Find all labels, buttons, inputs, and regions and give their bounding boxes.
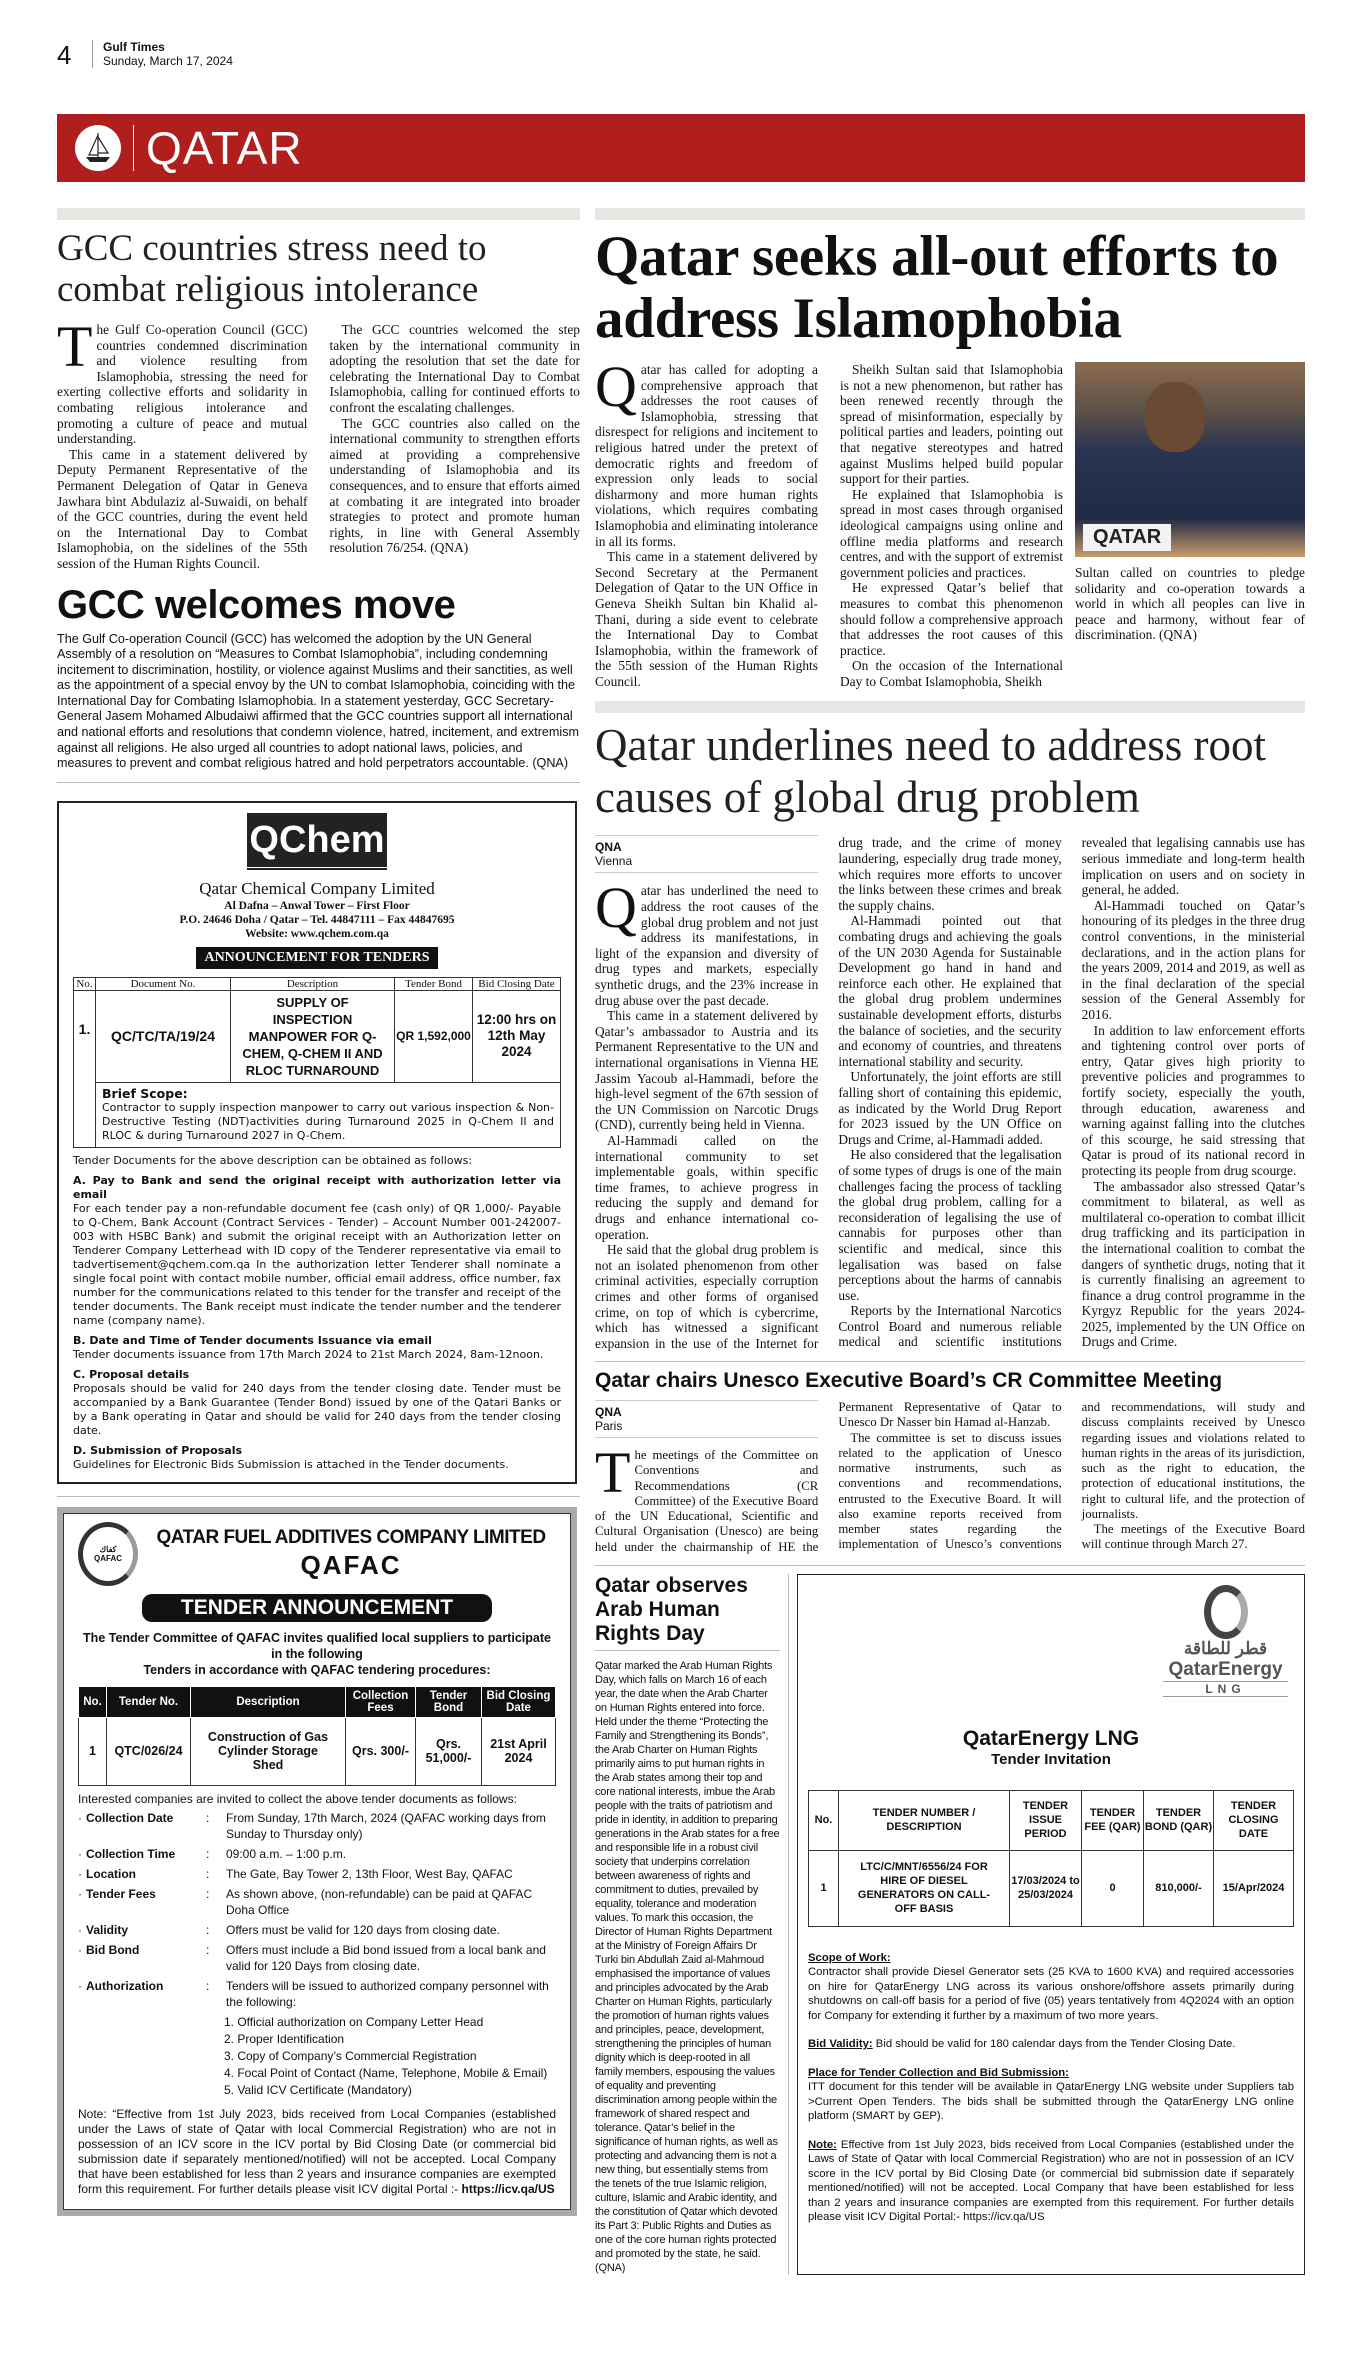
cell-desc: Construction of Gas Cylinder Storage Shed: [191, 1717, 346, 1785]
table-row: [79, 1717, 556, 1785]
table-row: [74, 990, 561, 1082]
logo-english: QatarEnergy: [1163, 1659, 1288, 1682]
right-column: [595, 208, 1305, 2275]
qchem-company: Qatar Chemical Company Limited: [199, 878, 435, 898]
col-header: Description: [191, 1686, 346, 1717]
logo-mark-icon: [1204, 1585, 1248, 1639]
col-header: No.: [74, 977, 96, 990]
info-label: Bid Bond: [86, 1942, 140, 1957]
islamophobia-row: [595, 354, 1305, 689]
scope-section: [808, 1951, 1294, 2024]
info-value: The Gate, Bay Tower 2, 13th Floor, West Bay, QAFAC: [226, 1866, 513, 1881]
section-title: D. Submission of Proposals: [73, 1443, 243, 1457]
qchem-tender-ad: [57, 801, 577, 1484]
info-colon: :: [206, 1978, 210, 1993]
logo-sub: LNG: [1163, 1682, 1288, 1697]
article-unesco: [595, 1400, 1305, 1554]
dateline: [595, 1400, 818, 1438]
section-text: Proposals should be valid for 240 days from the tender closing date. Tender must be accompanied by a Bank Guarantee (Tender Bond) issued by one of the Qatari Banks or by a Bank operating in Qatar and should be valid for 240 days from the tender closing date.: [73, 1381, 561, 1437]
section-text: Bid should be valid for 180 calendar days from the Tender Closing Date.: [875, 2038, 1236, 2051]
paper-meta: [92, 40, 233, 68]
section-band: [57, 114, 1305, 182]
qafac-tender-table: [78, 1686, 556, 1786]
qchem-tender-table: [73, 977, 561, 1148]
bullet: ·: [78, 1942, 82, 1957]
qafac-company: QATAR FUEL ADDITIVES COMPANY LIMITED: [156, 1526, 546, 1548]
website: Website: www.qchem.com.qa: [245, 927, 389, 940]
paragraph: Al-Hammadi pointed out that combating drugs and achieving the goals of the UN 2030 Agenda for Sustainable Development go hand in hand and reinforce each other. He explained that the global drug problem undermines sustainable development efforts, disturbs the balance of societies, and the security and economy of countries, and threatens international stability and security.: [838, 913, 1062, 1069]
info-row: [78, 1942, 556, 1974]
article-drugs-text: [595, 835, 1305, 1351]
article-islamophobia: [595, 354, 1063, 689]
qchem-logo: QChem: [247, 813, 387, 871]
intro-line: Tenders in accordance with QAFAC tendering procedures:: [143, 1662, 491, 1677]
paragraph: The GCC countries also called on the international community to strengthen efforts aimed at providing a comprehensive understanding of Islamophobia and its consequences, and to ensure that efforts aimed at combating it are integrated into broader strategies to protect and promote human rights, in line with General Assembly resolution 76/254. (QNA): [329, 415, 580, 556]
qchem-address: [73, 899, 561, 941]
bullet: ·: [78, 1810, 82, 1825]
col-header: TENDER NUMBER / DESCRIPTION: [839, 1790, 1010, 1850]
agency: QNA: [595, 840, 622, 855]
divider: [595, 1565, 1305, 1566]
photo-column: [1075, 362, 1305, 689]
cell-desc: SUPPLY OF INSPECTION MANPOWER FOR Q-CHEM, Q-CHEM II AND RLOC TURNAROUND: [231, 990, 395, 1082]
headline-gcc-stress: GCC countries stress need to combat religious intolerance: [57, 228, 487, 310]
info-row: [78, 1978, 556, 2010]
issue-date: Sunday, March 17, 2024: [103, 54, 233, 68]
col-header: Bid Closing Date: [473, 977, 561, 990]
paragraph: He explained that Islamophobia is spread in most cases through organised ideological campaigns using online and offline media platforms and research centres, and with the support of extremist government policies and practices.: [840, 486, 1063, 580]
place: Vienna: [595, 854, 633, 869]
qatarenergy-subtitle: Tender Invitation: [991, 1750, 1111, 1768]
info-colon: :: [206, 1846, 210, 1861]
info-colon: :: [206, 1866, 210, 1881]
article-drugs: [595, 835, 1305, 1351]
paragraph: The ambassador also stressed Qatar’s commitment to bilateral, as well as multilateral co-operation to combat illicit drug trafficking and its participation in the international coalition to combat the dangers of synthetic drugs, noting that it is currently finalising an agreement to finance a drug control programme in the Kyrgyz Republic for the years 2024-2025, implemented by the UN Office on Drugs and Crime.: [1081, 1178, 1305, 1350]
divider-bar: [595, 701, 1305, 713]
col-header: Tender Bond: [395, 977, 473, 990]
paragraph: Al-Hammadi touched on Qatar’s honouring of its pledges in the three drug control conventions, in the ministerial declarations, and in the action plans for the years 2009, 2014 and 2019, as well as in the final declaration of the special session of the General Assembly for 2016.: [1081, 897, 1305, 1022]
bullet: ·: [78, 1886, 82, 1901]
scope-cell: [96, 1082, 561, 1147]
cell-period: 17/03/2024 to 25/03/2024: [1010, 1850, 1082, 1926]
scope-text: Contractor to supply inspection manpower to carry out various inspection & Non-Destructive Testing (NDT)activities during Turnaround 2025 in Q-Chem II and RLOC & during Turnaround 2027 in Q-Chem.: [102, 1100, 554, 1142]
col-header: Tender No.: [107, 1686, 191, 1717]
paragraph: On the occasion of the International Day to Combat Islamophobia, Sheikh: [840, 658, 1063, 689]
qatarenergy-logo: [1163, 1585, 1288, 1697]
intro-line: The Tender Committee of QAFAC invites qualified local suppliers to participate in the following: [83, 1630, 551, 1661]
cell-fee: 0: [1082, 1850, 1144, 1926]
logo-text: QAFAC: [94, 1553, 122, 1563]
qatarenergy-tender-table: [808, 1790, 1294, 1927]
info-colon: :: [206, 1922, 210, 1937]
paragraph: Unfortunately, the joint efforts are still falling short of containing this epidemic, as indicated by the World Drug Report for 2023 issued by the UN Office on Drugs and Crime, al-Hammadi added.: [838, 1069, 1062, 1147]
paper-name: Gulf Times: [103, 40, 165, 54]
authorization-list: [224, 2014, 556, 2099]
paragraph: This came in a statement delivered by Second Secretary at the Permanent Delegation of Qatar to the UN Office in Geneva Sheikh Sultan bin Khalid al-Thani, during a side event to celebrate the International Day to Combat Islamophobia, within the framework of the 55th session of the Human Rights Council.: [595, 549, 818, 689]
section-d: [73, 1444, 561, 1472]
info-row: [78, 1922, 556, 1938]
qafac-intro: [78, 1630, 556, 1678]
qafac-logo: [78, 1522, 138, 1586]
col-header: Collection Fees: [346, 1686, 416, 1717]
qafac-tender-ad: [57, 1507, 577, 2216]
cell-closing: 21st April 2024: [482, 1717, 556, 1785]
cell-tender: QTC/026/24: [107, 1717, 191, 1785]
headline-drugs: Qatar underlines need to address root causes of global drug problem: [595, 720, 1267, 823]
photo-nameplate: QATAR: [1083, 524, 1171, 551]
paragraph: The committee is set to discuss issues related to the application of Unesco normative instruments, such as conventions and recommendations, entrusted to the Executive Board. It will also examine reports received from member states regarding the implementation of Unesco’s conventions and recommendations, will study and discuss complaints received by Unesco regarding issues and violations related to human rights in the areas of its jurisdiction, such as the right to education, the protection of educational institutions, the right to cultural life, and the protection of journalists.: [838, 1400, 1305, 1552]
paragraph: The Gulf Co-operation Council (GCC) countries condemned discrimination and violence resulting from Islamophobia, stressing the need for exerting collective efforts and solidarity in combating religious intolerance and promoting a culture of peace and mutual understanding.: [57, 314, 308, 447]
auth-item: 2. Proper Identification: [224, 2031, 345, 2046]
qchem-sections: [73, 1174, 561, 1472]
bullet: ·: [78, 1846, 82, 1861]
bullet: ·: [78, 1978, 82, 1993]
qafac-note: [78, 2107, 556, 2197]
divider-bar: [595, 208, 1305, 220]
qafac-header: [78, 1522, 556, 1586]
agency: QNA: [595, 1405, 622, 1420]
divider: [57, 782, 580, 783]
paragraph: He also considered that the legalisation of some types of drugs is one of the main challenges facing the process of tackling the global drug problem, calling for a reconsideration of legalising the use of cannabis for purposes other than scientific and medical, since this legalisation was based on false perceptions about the harms of cannabis use.: [838, 1147, 1062, 1303]
bottom-row: [595, 1574, 1305, 2275]
qatarenergy-tender-ad: [797, 1574, 1305, 2275]
cell-no: 1.: [74, 990, 96, 1147]
col-header: Description: [231, 977, 395, 990]
auth-item: 1. Official authorization on Company Letter Head: [224, 2014, 484, 2029]
col-header: TENDER ISSUE PERIOD: [1010, 1790, 1082, 1850]
info-value: Offers must include a Bid bond issued from a local bank and valid for 120 Days from closing date.: [226, 1942, 546, 1973]
col-header: TENDER FEE (QAR): [1082, 1790, 1144, 1850]
cell-closing: 15/Apr/2024: [1214, 1850, 1294, 1926]
col-header: TENDER CLOSING DATE: [1214, 1790, 1294, 1850]
section-text: Guidelines for Electronic Bids Submission is attached in the Tender documents.: [73, 1457, 509, 1471]
info-value: Offers must be valid for 120 days from closing date.: [226, 1922, 500, 1937]
info-value: As shown above, (non-refundable) can be paid at QAFAC Doha Office: [226, 1886, 533, 1917]
section-title: Note:: [808, 2138, 837, 2151]
paragraph: Sheikh Sultan said that Islamophobia is not a new phenomenon, but rather has been renewed recently through the spread of misinformation, especially by political parties and leaders, pointing out that negative stereotypes and hatred against Muslims helped build popular support for their parties.: [840, 362, 1063, 487]
article-gcc-welcomes: [57, 632, 580, 772]
scope-title: Brief Scope:: [102, 1085, 188, 1101]
info-value: From Sunday, 17th March, 2024 (QAFAC working days from Sunday to Thursday only): [226, 1810, 546, 1841]
col-header: Bid Closing Date: [482, 1686, 556, 1717]
paragraph: Qatar has underlined the need to address the root causes of the global drug problem and not just address its manifestations, in light of the expansion and diversity of drug types and markets, especially synthetic drugs, and the 23% increase in drug abuse over the past decade.: [595, 875, 819, 1008]
section-title: B. Date and Time of Tender documents Issuance via email: [73, 1333, 432, 1347]
bullet: ·: [78, 1866, 82, 1881]
info-row: [78, 1886, 556, 1918]
headline-arab-rights: Qatar observes Arab Human Rights Day: [595, 1574, 780, 1651]
announcement-label: ANNOUNCEMENT FOR TENDERS: [196, 947, 437, 969]
info-row: [78, 1866, 556, 1882]
paragraph: In addition to law enforcement efforts and tightening control over ports of entry, Qatar gives high priority to preventive policies and programmes to fortify society, especially the youth, through education, awareness and warning against falling into the clutches of this scourge, he said stressing that Qatar is proud of its national record in protecting its people from drug scourge.: [1081, 1022, 1305, 1178]
info-label: Collection Time: [86, 1846, 176, 1861]
section-title: QATAR: [146, 122, 303, 174]
col-header: Tender Bond: [416, 1686, 482, 1717]
section-title: Bid Validity:: [808, 2038, 873, 2051]
info-row: [78, 1810, 556, 1842]
section-text: For each tender pay a non-refundable document fee (cash only) of QR 1,000/- Payable to Q-Chem, Bank Account (Contract Services - Tender) – Account Number 001-242007-003 with HSBC Bank) and submit the original receipt with an Authorization letter on Tenderer Company Letterhead with ID copy of the Tenderer representative via email to tadvertisement@qchem.com.qa In the authorization letter Tenderer shall nominate a single focal point with contact mobile number, official email address, office number, fax number for the communications related to this tender for the transfer and receipt of the tender documents. The Bank receipt must indicate the tender number and the tenderer name (company name).: [73, 1201, 561, 1327]
paragraph: Al-Hammadi called on the international community to set implementable goals, within specific time frames, to achieve progress in reducing the supply and demand for drugs and enhance international co-operation.: [595, 1132, 819, 1242]
logo-arabic: قطر للطاقة: [1183, 1638, 1268, 1658]
info-value: 09:00 a.m. – 1:00 p.m.: [226, 1846, 347, 1861]
section-title: C. Proposal details: [73, 1367, 190, 1381]
left-column: [57, 208, 580, 2216]
headline-gcc-welcomes: GCC welcomes move: [57, 582, 456, 627]
paragraph: The meetings of the Committee on Conventions and Recommendations (CR Committee) of the Executive Board of the UN Educational, Scientific and Cultural Organisation (Unesco) are being held under the chairmanship of HE the Permanent Representative of Qatar to Unesco Dr Nasser bin Hamad al-Hanzab.: [595, 1400, 1062, 1554]
page-number: 4: [57, 40, 72, 70]
cell-doc: QC/TC/TA/19/24: [96, 990, 231, 1082]
paragraph: This came in a statement delivered by Qatar’s ambassador to Austria and its Permanent Representative to the UN and international organisations in Vienna HE Jassim Yacoub al-Hammadi, before the high-level segment of the 67th session of the UN Commission on Narcotic Drugs (CND), currently being held in Vienna.: [595, 1008, 819, 1133]
address-line: P.O. 24646 Doha / Qatar – Tel. 44847111 – Fax 44847695: [179, 913, 455, 926]
col-header: No.: [79, 1686, 107, 1717]
cell-no: 1: [79, 1717, 107, 1785]
paragraph: This came in a statement delivered by Deputy Permanent Representative of the Permanent Delegation of Qatar in Geneva Jawhara bint Abdulaziz al-Suwaidi, on behalf of the GCC countries, during the event held on the International Day to Combat Islamophobia, on the sidelines of the 55th session of the Human Rights Council.: [57, 446, 308, 571]
paragraph: Qatar has called for adopting a comprehensive approach that addresses the root causes of Islamophobia, stressing that disrespect for religions and incitement to religious hatred under the pretext of democratic rights and freedom of expression only leads to social disharmony and more human rights violations, which requires combating Islamophobia and eliminating intolerance in all its forms.: [595, 354, 818, 549]
band-divider: [133, 125, 134, 171]
paragraph: The meetings of the Executive Board will continue through March 27.: [1081, 1521, 1305, 1552]
table-header: [74, 977, 561, 990]
tender-announcement-label: TENDER ANNOUNCEMENT: [142, 1594, 492, 1622]
paragraph: He said that the global drug problem is not an isolated phenomenon from other criminal activities, especially corruption crimes and other forms of organised crime, on top of which is cybercrime, which has witnessed a significant expansion in the use of the Internet for drug trade, and the crime of money laundering, especially drug trade money, which requires more efforts to uncover the links between these crimes and break the supply chains.: [595, 835, 1062, 1351]
article-gcc-stress: [57, 314, 580, 572]
section-title: Scope of Work:: [808, 1951, 891, 1964]
address-line: Al Dafna – Anwal Tower – First Floor: [224, 899, 410, 912]
cell-bond: Qrs. 51,000/-: [416, 1717, 482, 1785]
cell-fees: Qrs. 300/-: [346, 1717, 416, 1785]
section-text: Contractor shall provide Diesel Generator sets (25 KVA to 1600 KVA) and required accessories on hire for QatarEnergy LNG across its various onshore/offshore assets primarily during shutdowns on call-off basis for a period of five (05) years tentatively from 4Q2024 with an option for Company for extending it further by a maximum of two more years.: [808, 1966, 1294, 2022]
collection-section: [808, 2066, 1294, 2124]
photo-caption-continuation: Sultan called on countries to pledge solidarity and co-operation towards a world in which all peoples can live in peace and harmony, without fear of discrimination. (QNA): [1075, 565, 1305, 643]
divider: [595, 1361, 1305, 1362]
info-colon: :: [206, 1942, 210, 1957]
info-label: Tender Fees: [86, 1886, 156, 1901]
bullet: ·: [78, 1922, 82, 1937]
bid-validity-section: [808, 2037, 1294, 2052]
paragraph: Reports by the International Narcotics Control Board and numerous reliable medical and scientific institutions revealed that legalising cannabis use has serious immediate and long-term health implication on users and on society in general, he added.: [838, 835, 1305, 1350]
table-header: [79, 1686, 556, 1717]
qafac-invite: Interested companies are invited to collect the above tender documents as follows:: [78, 1791, 517, 1806]
qafac-info-list: [78, 1810, 556, 2010]
arab-rights-column: [595, 1574, 780, 2275]
section-b: [73, 1334, 561, 1362]
info-label: Collection Date: [86, 1810, 174, 1825]
divider: [57, 1496, 580, 1497]
table-row: [809, 1850, 1294, 1926]
column-rule: [788, 1574, 789, 2275]
section-text: Tender documents issuance from 17th March 2024 to 21st March 2024, 8am-12noon.: [73, 1347, 544, 1361]
col-header: Document No.: [96, 977, 231, 990]
section-c: [73, 1368, 561, 1438]
dhow-icon: [75, 125, 121, 171]
info-label: Location: [86, 1866, 136, 1881]
info-label: Authorization: [86, 1978, 164, 1993]
paragraph: The GCC countries welcomed the step taken by the international community in adopting the resolution that set the date for celebrating the International Day to Combat Islamophobia, calling for continued efforts to confront the escalating challenges.: [329, 322, 580, 415]
cell-no: 1: [809, 1850, 839, 1926]
cell-bond: QR 1,592,000: [395, 990, 473, 1082]
note-text: Note: “Effective from 1st July 2023, bids received from Local Companies (established under the Laws of state of Qatar with local Commercial Registration) who are not in possession of an ICV score in the ICV portal by Bid Closing Date (or commercial bid submission date if separately mentioned/notified) will not be accepted. Local Company that have been established for less than 2 years and insurance companies are exempted form this requirement. For further details please visit ICV digital Portal :-: [78, 2106, 556, 2196]
photo-delegate: [1075, 362, 1305, 557]
info-colon: :: [206, 1810, 210, 1825]
photo-figure-head: [1145, 382, 1205, 452]
cell-bond: 810,000/-: [1144, 1850, 1214, 1926]
qafac-titles: [146, 1527, 556, 1581]
section-title: A. Pay to Bank and send the original receipt with authorization letter via email: [73, 1173, 561, 1201]
col-header: TENDER BOND (QAR): [1144, 1790, 1214, 1850]
divider-bar: [57, 208, 580, 220]
logo-arabic: كفاك: [99, 1544, 117, 1554]
info-value: Tenders will be issued to authorized company personnel with the following:: [226, 1978, 549, 2009]
qatarenergy-sections: [808, 1951, 1294, 2225]
icv-portal-link[interactable]: https://icv.qa/US: [461, 2181, 555, 2196]
section-text: ITT document for this tender will be available in QatarEnergy LNG website under Suppliers tab >Current Open Tenders. The bids shall be submitted through the QatarEnergy LNG online platform (SMART by GEP).: [808, 2081, 1294, 2123]
section-title: Place for Tender Collection and Bid Submission:: [808, 2066, 1069, 2079]
cell-closing: 12:00 hrs on 12th May 2024: [473, 990, 561, 1082]
paragraph: He expressed Qatar’s belief that measures to combat this phenomenon should follow a comprehensive approach that addresses the root causes of this practice.: [840, 580, 1063, 658]
cell-desc: LTC/C/MNT/6556/24 FOR HIRE OF DIESEL GENERATORS ON CALL-OFF BASIS: [839, 1850, 1010, 1926]
place: Paris: [595, 1419, 623, 1434]
dateline: [595, 835, 818, 873]
paragraph: The Gulf Co-operation Council (GCC) has welcomed the adoption by the UN General Assembly of a resolution on “Measures to Combat Islamophobia”, including condemning incitement to discrimination, hostility, or violence against Muslims and their sanctities, as well as the appointment of a special envoy by the UN to combat Islamophobia, coinciding with the International Day for Combating Islamophobia. In a statement yesterday, GCC Secretary-General Jasem Mohamed Albudaiwi affirmed that the GCC countries support all international and national efforts and resolutions that condemn violence, hatred, incitement, and extremism against all religions. He also urged all countries to adopt national laws, policies, and measures to prevent and combat religious hatred and hold perpetrators accountable. (QNA): [57, 631, 580, 771]
qchem-intro: Tender Documents for the above description can be obtained as follows:: [73, 1153, 473, 1167]
section-text: Effective from 1st July 2023, bids received from Local Companies (established under the Laws of State of Qatar with local Commercial Registration) who are not in possession of an ICV score in the ICV portal by Bid Closing Date (or commercial bid submission date if separately mentioned/notified) will not be accepted. Local Company that have been established for less than 2 years and insurance companies are exempted from this requirement. For further details please visit ICV Digital Portal:- https://icv.qa/US: [808, 2138, 1295, 2224]
auth-item: 3. Copy of Company’s Commercial Registration: [224, 2048, 477, 2063]
section-a: [73, 1174, 561, 1328]
col-header: No.: [809, 1790, 839, 1850]
qatarenergy-title: QatarEnergy LNG: [962, 1726, 1140, 1750]
paragraph: Qatar marked the Arab Human Rights Day, which falls on March 16 of each year, the date when the Arab Charter on Human Rights entered into force. Held under the theme “Protecting the Family and Strengthening its Bonds”, the Arab Charter on Human Rights primarily aims to put human rights in the Arab states among their top and core national interests, imbue the Arab people with the traits of patriotism and pride in identity, in addition to preparing generations in the Arab states for a free and responsible life in a robust civil society that underpins correlation between awareness of rights and commitment to duties, prevailed by equality, tolerance and moderation values. To mark this occasion, the Director of Human Rights Department at the Ministry of Foreign Affairs Dr Turki bin Abdullah Zaid al-Mahmoud emphasised the importance of values and principles advocated by the Arab Charter on Human Rights, particularly the promotion of human rights values and principles, peace, development, strengthening the principles of human dignity which is deep-rooted in all family members, espousing the values of equality and preventing discrimination among people within the framework of shared respect and tolerance. Qatar’s belief in the significance of human rights, as well as protecting and advancing them is not a new thing, but essentially stems from the tenets of the true Islamic religion, culture, Islamic and Arabic identity, and the constitution of Qatar which devoted its Part 3: Public Rights and Duties as one of the core human rights protected and promoted by the state, he said. (QNA): [595, 1659, 780, 2274]
qafac-short-name: QAFAC: [300, 1549, 402, 1580]
info-row: [78, 1846, 556, 1862]
table-header: [809, 1790, 1294, 1850]
headline-unesco: Qatar chairs Unesco Executive Board’s CR Committee Meeting: [595, 1369, 1223, 1393]
info-label: Validity: [86, 1922, 129, 1937]
auth-item: 5. Valid ICV Certificate (Mandatory): [224, 2082, 412, 2097]
note-section: [808, 2138, 1294, 2225]
auth-item: 4. Focal Point of Contact (Name, Telephone, Mobile & Email): [224, 2065, 548, 2080]
article-arab-rights: [595, 1659, 780, 2275]
headline-islamophobia: Qatar seeks all-out efforts to address Islamophobia: [595, 225, 1279, 350]
info-colon: :: [206, 1886, 210, 1901]
